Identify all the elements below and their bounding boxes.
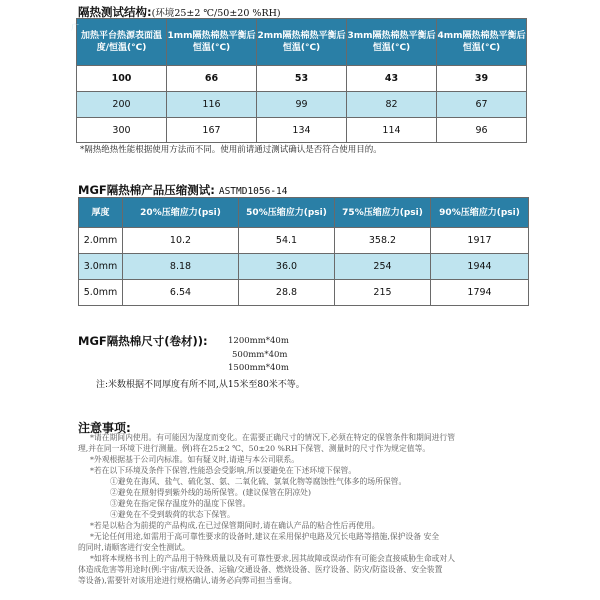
header-cell: 20%压缩应力(psi) xyxy=(123,198,239,228)
table-cell: 100 xyxy=(77,66,167,92)
roll-size-title: MGF隔热棉尺寸(卷材)): xyxy=(78,334,208,348)
roll-length-note: 注:米数根据不同厚度有所不同,从15米至80米不等。 xyxy=(96,380,305,390)
precaution-line: 等设备),需要针对该用途进行规格确认,请务必向弊司担当垂询。 xyxy=(78,576,297,585)
precaution-line: *若是以粘合为前提的产品构成,在已过保管期间时,请在确认产品的粘合性后再使用。 xyxy=(90,521,380,530)
table-cell: 28.8 xyxy=(239,280,335,306)
table-cell: 2.0mm xyxy=(79,228,123,254)
precaution-line: ②避免在照射得到紫外线的场所保管。(建议保管在阴凉处) xyxy=(110,488,312,497)
table-row xyxy=(79,280,529,306)
table-cell: 300 xyxy=(77,118,167,143)
header-cell: 3mm隔热棉热平衡后恒温(°C) xyxy=(347,19,437,66)
watermark: 广 xyxy=(71,23,79,32)
header-cell: 厚度 xyxy=(79,198,123,228)
compression-standard: ASTMD1056-14 xyxy=(218,186,288,197)
table-cell: 6.54 xyxy=(123,280,239,306)
test-condition: (环境25±2 ℃/50±20 %RH) xyxy=(151,8,281,19)
table-cell: 82 xyxy=(347,92,437,118)
header-cell: 50%压缩应力(psi) xyxy=(239,198,335,228)
thermal-test-title: 隔热测试结构: xyxy=(78,5,152,19)
compression-test-table xyxy=(78,197,529,306)
header-cell: 2mm隔热棉热平衡后恒温(°C) xyxy=(257,19,347,66)
precaution-line: ③避免在指定保存温度外的温度下保管。 xyxy=(110,499,251,508)
header-cell: 1mm隔热棉热平衡后恒温(°C) xyxy=(167,19,257,66)
header-cell: 4mm隔热棉热平衡后恒温(°C) xyxy=(437,19,527,66)
table-cell: 5.0mm xyxy=(79,280,123,306)
table-cell: 254 xyxy=(335,254,431,280)
roll-size-1: 1200mm*40m xyxy=(228,336,289,346)
header-cell: 加热平台热源表面温度/恒温(°C) xyxy=(77,19,167,66)
precaution-line: 体造成危害等用途时(例:宇宙/航天设备、运输/交通设备、燃烧设备、医疗设备、防灾/防盗设备、安全装置 xyxy=(78,565,443,574)
table-cell: 96 xyxy=(437,118,527,143)
table-cell: 39 xyxy=(437,66,527,92)
table-cell: 43 xyxy=(347,66,437,92)
table-row xyxy=(79,254,529,280)
precaution-line: ①避免在海风、盐气、硫化氢、氨、二氧化硫、氯氧化物等腐蚀性气体多的场所保管。 xyxy=(110,477,407,486)
table-cell: 66 xyxy=(167,66,257,92)
precaution-line: *外观根据基于公司内标准。如有疑义时,请递与本公司联系。 xyxy=(90,455,300,464)
table-cell: 114 xyxy=(347,118,437,143)
table-cell: 1944 xyxy=(431,254,529,280)
table-cell: 53 xyxy=(257,66,347,92)
precaution-line: *无论任何用途,如需用于高可靠性要求的设备时,建议在采用保护电路及冗长电路等措施,保护设备 安全 xyxy=(90,532,440,541)
table-cell: 200 xyxy=(77,92,167,118)
table-header-row xyxy=(79,198,529,228)
table-cell: 134 xyxy=(257,118,347,143)
table-cell: 167 xyxy=(167,118,257,143)
thermal-test-table xyxy=(76,18,527,143)
compression-test-title: MGF隔热棉产品压缩测试: xyxy=(78,183,215,197)
header-cell: 75%压缩应力(psi) xyxy=(335,198,431,228)
table-header-row xyxy=(77,19,527,66)
table-cell: 3.0mm xyxy=(79,254,123,280)
table-row xyxy=(79,228,529,254)
thermal-footnote: *隔热绝热性能根据使用方法而不同。使用前请通过测试确认是否符合使用目的。 xyxy=(80,145,382,155)
precaution-line: ④避免在不受到载荷的状态下保管。 xyxy=(110,510,235,519)
table-cell: 67 xyxy=(437,92,527,118)
table-row xyxy=(77,92,527,118)
header-cell: 90%压缩应力(psi) xyxy=(431,198,529,228)
table-cell: 116 xyxy=(167,92,257,118)
precautions-title: 注意事项: xyxy=(78,421,131,435)
table-cell: 1794 xyxy=(431,280,529,306)
precaution-line: *若在以下环境及条件下保管,性能恐会受影响,所以要避免在下述环境下保管。 xyxy=(90,466,357,475)
table-cell: 10.2 xyxy=(123,228,239,254)
precaution-line: 的同时,请顺客进行安全性测试。 xyxy=(78,543,190,552)
table-cell: 36.0 xyxy=(239,254,335,280)
table-cell: 8.18 xyxy=(123,254,239,280)
table-row xyxy=(77,118,527,143)
precaution-line: 理,并在同一环境下进行测量。例)将在25±2 ℃、50±20 %RH下保管、测量时的尺寸作为规定值等。 xyxy=(78,444,431,453)
table-cell: 1917 xyxy=(431,228,529,254)
table-cell: 99 xyxy=(257,92,347,118)
precaution-line: *请在期间内使用。有可能因为湿度而变化。在需要正确尺寸的情况下,必须在特定的保管条件和期间进行管 xyxy=(90,433,456,442)
table-cell: 54.1 xyxy=(239,228,335,254)
precaution-line: *如将本规格书刊上的产品用于特殊质量以及有可靠性要求,因其故障或误动作有可能会直接威胁生命或对人 xyxy=(90,554,456,563)
table-row xyxy=(77,66,527,92)
roll-size-2: 500mm*40m xyxy=(232,350,288,360)
table-cell: 215 xyxy=(335,280,431,306)
roll-size-3: 1500mm*40m xyxy=(228,363,289,373)
table-cell: 358.2 xyxy=(335,228,431,254)
compression-test-heading xyxy=(78,182,288,198)
